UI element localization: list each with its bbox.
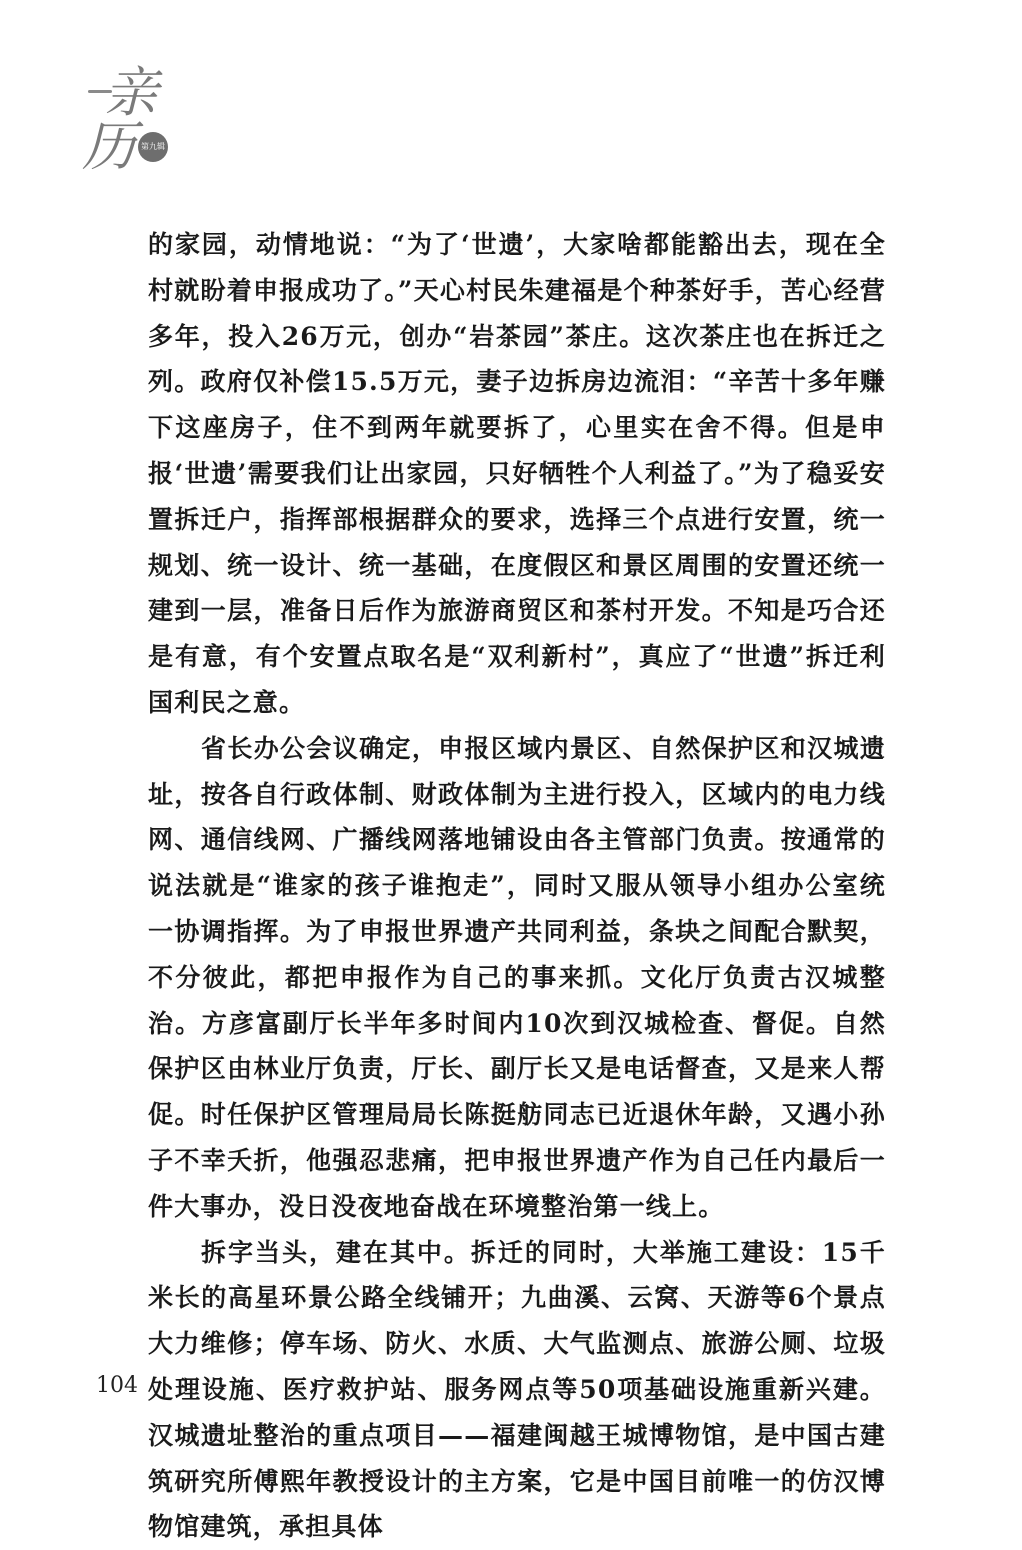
logo-char-qin: 亲 [104,61,158,124]
logo-volume-badge: 第九辑 [138,132,168,162]
body-text [148,222,886,1550]
page-number: 104 [96,1373,138,1398]
paragraph-3: 拆字当头，建在其中。拆迁的同时，大举施工建设：15千米长的高星环景公路全线铺开；九曲溪、云窝、天游等6个景点大力维修；停车场、防火、水质、大气监测点、旅游公厕、垃圾处理设施、医疗救护站、服务网点等50项基础设施重新兴建。汉城遗址整治的重点项目——福建闽越王城博物馆，是中国古建筑研究所傅熙年教授设计的主方案，它是中国目前唯一的仿汉博物馆建筑，承担具体 [148,1237,886,1542]
book-series-logo [82,60,182,180]
logo-char-li: 历 [82,115,136,178]
paragraph-1: 的家园，动情地说：“为了‘世遗’，大家啥都能豁出去，现在全村就盼着申报成功了。”天心村民朱建福是个种茶好手，苦心经营多年，投入26万元，创办“岩茶园”茶庄。这次茶庄也在拆迁之列。政府仅补偿15.5万元，妻子边拆房边流泪：“辛苦十多年赚下这座房子，住不到两年就要拆了，心里实在舍不得。但是申报‘世遗’需要我们让出家园，只好牺牲个人利益了。”为了稳妥安置拆迁户，指挥部根据群众的要求，选择三个点进行安置，统一规划、统一设计、统一基础，在度假区和景区周围的安置还统一建到一层，准备日后作为旅游商贸区和茶村开发。不知是巧合还是有意，有个安置点取名是“双利新村”，真应了“世遗”拆迁利国利民之意。 [148,230,886,717]
paragraph-2: 省长办公会议确定，申报区域内景区、自然保护区和汉城遗址，按各自行政体制、财政体制为主进行投入，区域内的电力线网、通信线网、广播线网落地铺设由各主管部门负责。按通常的说法就是“谁家的孩子谁抱走”，同时又服从领导小组办公室统一协调指挥。为了申报世界遗产共同利益，条块之间配合默契，不分彼此，都把申报作为自己的事来抓。文化厅负责古汉城整治。方彦富副厅长半年多时间内10次到汉城检查、督促。自然保护区由林业厅负责，厅长、副厅长又是电话督查，又是来人帮促。时任保护区管理局局长陈挺舫同志已近退休年龄，又遇小孙子不幸夭折，他强忍悲痛，把申报世界遗产作为自己任内最后一件大事办，没日没夜地奋战在环境整治第一线上。 [148,733,886,1221]
